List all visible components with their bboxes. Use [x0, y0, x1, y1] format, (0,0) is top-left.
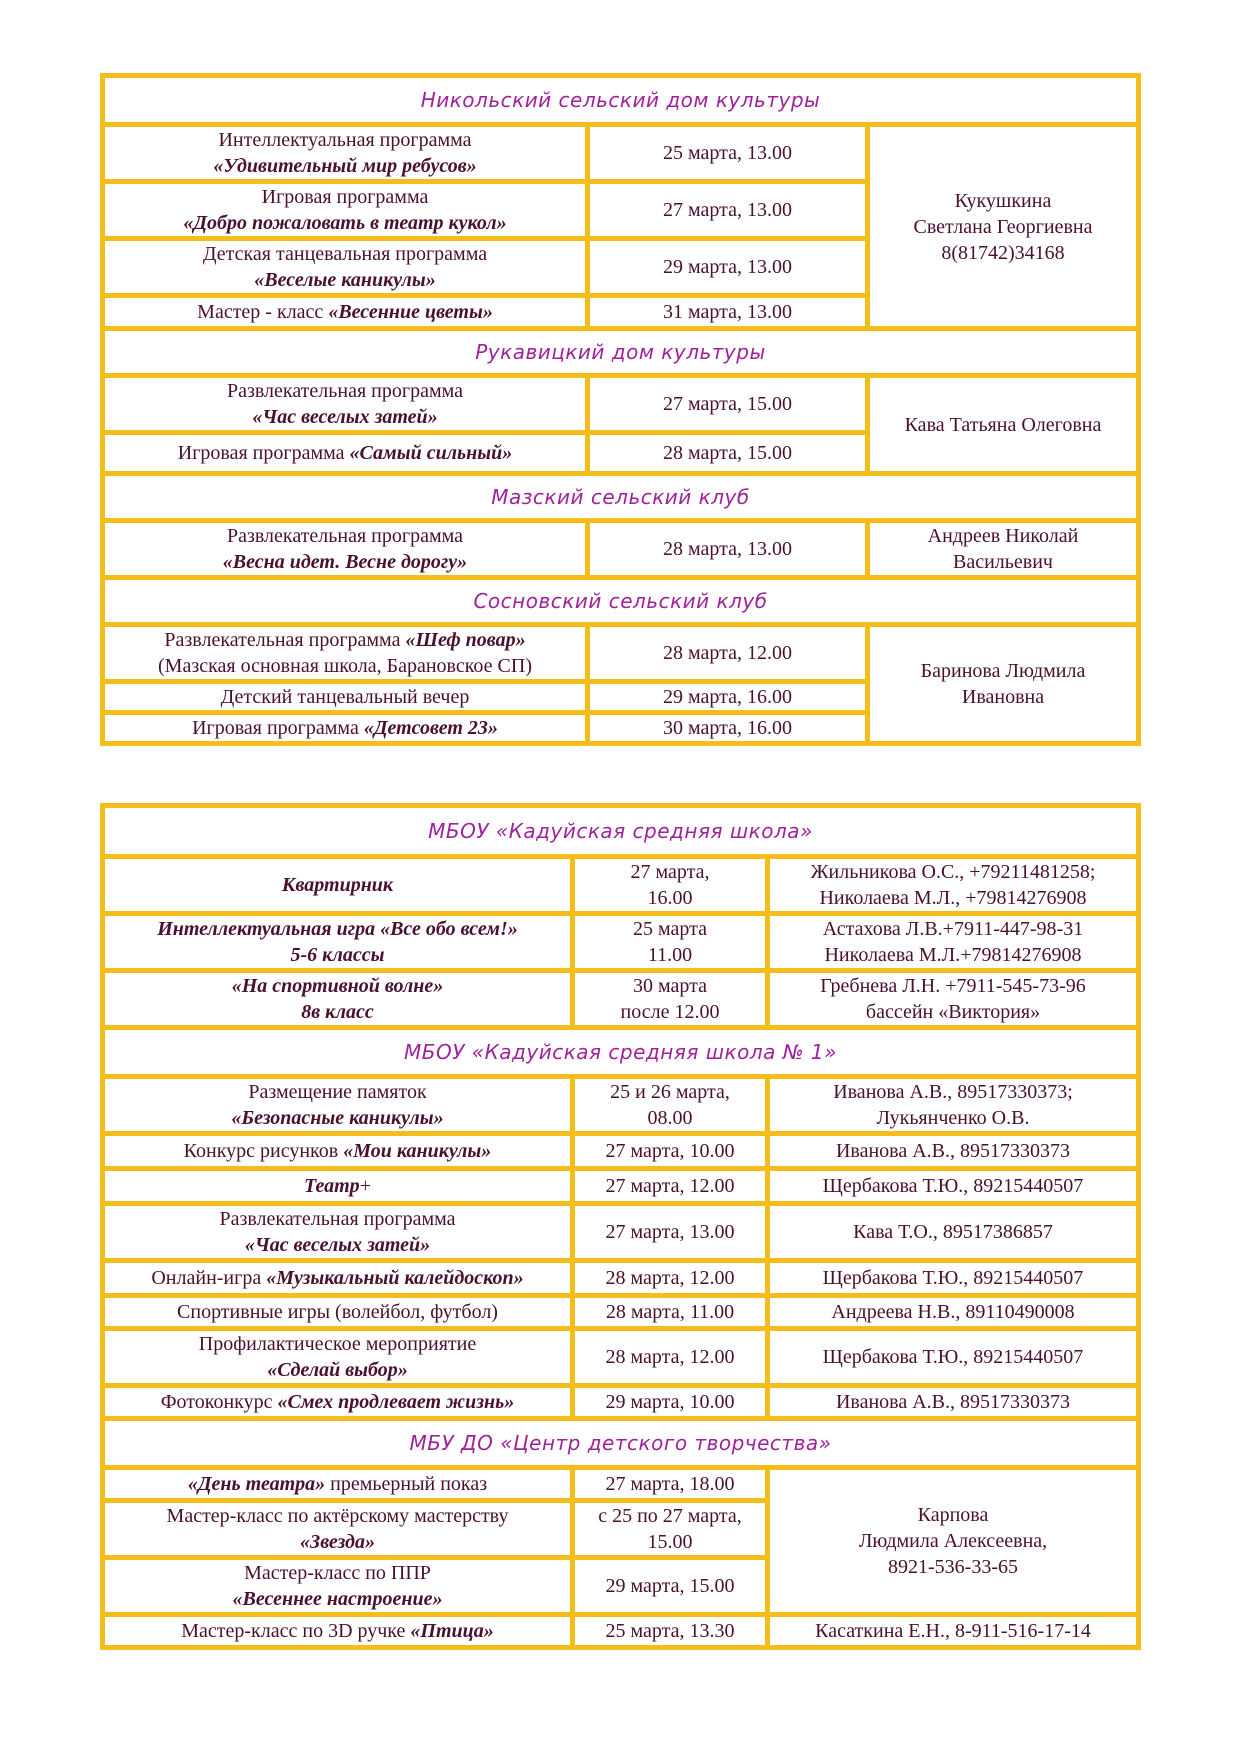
date-cell: 28 марта, 12.00 — [590, 627, 865, 679]
event-cell: Онлайн-игра «Музыкальный калейдоскоп» — [105, 1263, 570, 1293]
event-cell: «День театра» премьерный показ — [105, 1470, 570, 1498]
event-cell: Развлекательная программа «Час веселых затей» — [105, 1206, 570, 1258]
section-title: МБОУ «Кадуйская средняя школа» — [105, 808, 1136, 854]
contact-cell: Жильникова О.С., +79211481258; Николаева М.Л., +79814276908 — [770, 859, 1136, 911]
date-cell: 27 марта, 10.00 — [575, 1136, 765, 1166]
date-cell: 29 марта, 16.00 — [590, 684, 865, 710]
contact-cell: Кава Т.О., 89517386857 — [770, 1206, 1136, 1258]
date-cell: 27 марта, 12.00 — [575, 1171, 765, 1201]
event-cell: Игровая программа «Детсовет 23» — [105, 715, 585, 741]
contact-cell: Андреев Николай Васильевич — [870, 523, 1136, 575]
contact-cell: Иванова А.В., 89517330373 — [770, 1388, 1136, 1416]
event-cell: Развлекательная программа «Весна идет. Весне дорогу» — [105, 523, 585, 575]
contact-cell: Касаткина Е.Н., 8-911-516-17-14 — [770, 1617, 1136, 1645]
contact-cell: Кукушкина Светлана Георгиевна 8(81742)34168 — [870, 127, 1136, 326]
date-cell: 28 марта, 12.00 — [575, 1263, 765, 1293]
section-title: Рукавицкий дом культуры — [105, 331, 1136, 373]
contact-cell: Андреева Н.В., 89110490008 — [770, 1298, 1136, 1326]
contact-cell: Иванова А.В., 89517330373; Лукьянченко О.В. — [770, 1079, 1136, 1131]
contact-cell: Астахова Л.В.+7911-447-98-31 Николаева М.Л.+79814276908 — [770, 916, 1136, 968]
event-cell: Профилактическое мероприятие «Сделай выбор» — [105, 1331, 570, 1383]
event-cell: Спортивные игры (волейбол, футбол) — [105, 1298, 570, 1326]
event-cell: Мастер-класс по ППР «Весеннее настроение» — [105, 1560, 570, 1612]
date-cell: 25 марта, 13.30 — [575, 1617, 765, 1645]
date-cell: 31 марта, 13.00 — [590, 298, 865, 326]
date-cell: 25 марта, 13.00 — [590, 127, 865, 179]
contact-cell: Карпова Людмила Алексеевна, 8921-536-33-65 — [770, 1470, 1136, 1612]
event-cell: Мастер - класс «Весенние цветы» — [105, 298, 585, 326]
contact-cell: Гребнева Л.Н. +7911-545-73-96 бассейн «Виктория» — [770, 973, 1136, 1025]
date-cell: 30 марта, 16.00 — [590, 715, 865, 741]
event-cell: Интеллектуальная игра «Все обо всем!» 5-6 классы — [105, 916, 570, 968]
contact-cell: Щербакова Т.Ю., 89215440507 — [770, 1331, 1136, 1383]
date-cell: с 25 по 27 марта, 15.00 — [575, 1503, 765, 1555]
date-cell: 25 марта 11.00 — [575, 916, 765, 968]
event-cell: Детская танцевальная программа «Веселые каникулы» — [105, 241, 585, 293]
event-cell: Размещение памяток «Безопасные каникулы» — [105, 1079, 570, 1131]
contact-cell: Щербакова Т.Ю., 89215440507 — [770, 1171, 1136, 1201]
village-culture-schedule — [100, 73, 1141, 746]
section-title: Сосновский сельский клуб — [105, 580, 1136, 622]
date-cell: 27 марта, 13.00 — [590, 184, 865, 236]
event-cell: Мастер-класс по 3D ручке «Птица» — [105, 1617, 570, 1645]
school-schedule — [100, 803, 1141, 1650]
event-cell: Детский танцевальный вечер — [105, 684, 585, 710]
event-cell: Игровая программа «Добро пожаловать в театр кукол» — [105, 184, 585, 236]
section-title: МБОУ «Кадуйская средняя школа № 1» — [105, 1030, 1136, 1074]
event-cell: Квартирник — [105, 859, 570, 911]
date-cell: 27 марта, 16.00 — [575, 859, 765, 911]
contact-cell: Иванова А.В., 89517330373 — [770, 1136, 1136, 1166]
event-cell: Развлекательная программа «Шеф повар» (Мазская основная школа, Барановское СП) — [105, 627, 585, 679]
date-cell: 29 марта, 10.00 — [575, 1388, 765, 1416]
date-cell: 30 марта после 12.00 — [575, 973, 765, 1025]
date-cell: 25 и 26 марта, 08.00 — [575, 1079, 765, 1131]
date-cell: 27 марта, 18.00 — [575, 1470, 765, 1498]
contact-cell: Баринова Людмила Ивановна — [870, 627, 1136, 741]
date-cell: 28 марта, 11.00 — [575, 1298, 765, 1326]
event-cell: Фотоконкурс «Смех продлевает жизнь» — [105, 1388, 570, 1416]
date-cell: 28 марта, 13.00 — [590, 523, 865, 575]
event-cell: «На спортивной волне» 8в класс — [105, 973, 570, 1025]
event-cell: Интеллектуальная программа «Удивительный мир ребусов» — [105, 127, 585, 179]
date-cell: 27 марта, 13.00 — [575, 1206, 765, 1258]
event-cell: Развлекательная программа «Час веселых затей» — [105, 378, 585, 430]
event-cell: Мастер-класс по актёрскому мастерству «Звезда» — [105, 1503, 570, 1555]
section-title: Никольский сельский дом культуры — [105, 78, 1136, 122]
contact-cell: Кава Татьяна Олеговна — [870, 378, 1136, 471]
contact-cell: Щербакова Т.Ю., 89215440507 — [770, 1263, 1136, 1293]
event-cell: Театр+ — [105, 1171, 570, 1201]
event-cell: Игровая программа «Самый сильный» — [105, 435, 585, 471]
section-title: МБУ ДО «Центр детского творчества» — [105, 1421, 1136, 1465]
event-cell: Конкурс рисунков «Мои каникулы» — [105, 1136, 570, 1166]
date-cell: 27 марта, 15.00 — [590, 378, 865, 430]
date-cell: 28 марта, 12.00 — [575, 1331, 765, 1383]
date-cell: 29 марта, 15.00 — [575, 1560, 765, 1612]
section-title: Мазский сельский клуб — [105, 476, 1136, 518]
date-cell: 29 марта, 13.00 — [590, 241, 865, 293]
date-cell: 28 марта, 15.00 — [590, 435, 865, 471]
